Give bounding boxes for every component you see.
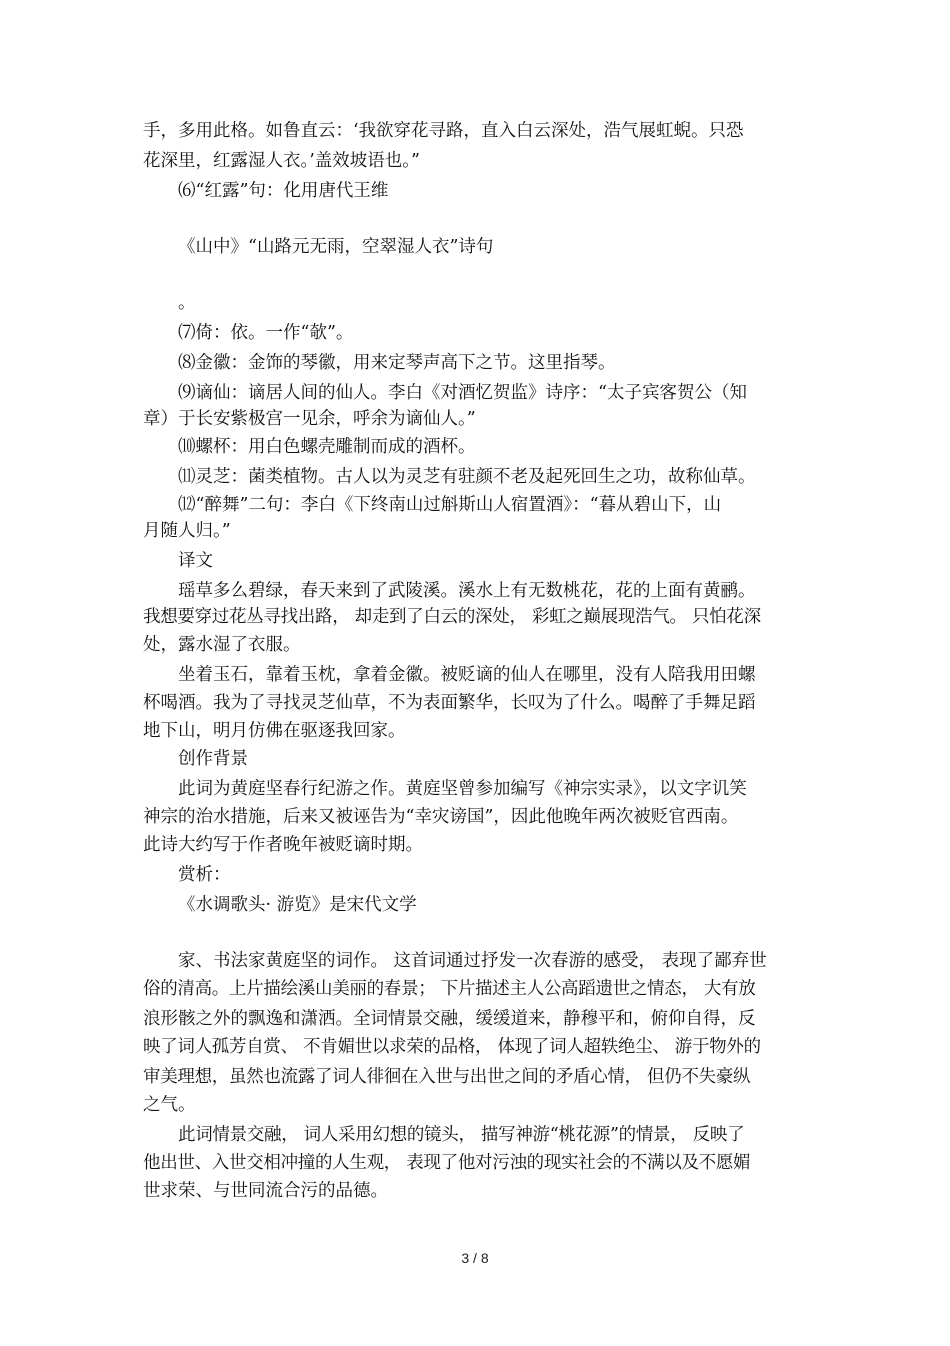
text-line: 此词为黄庭坚春行纪游之作。黄庭坚曾参加编写《神宗实录》，以文字讥笑 <box>178 779 747 799</box>
text-line: 他出世、入世交相冲撞的人生观， 表现了他对污浊的现实社会的不满以及不愿媚 <box>143 1153 751 1173</box>
text-line: 此诗大约写于作者晚年被贬谪时期。 <box>143 835 423 855</box>
text-line: 坐着玉石，靠着玉枕，拿着金徽。被贬谪的仙人在哪里，没有人陪我用田螺 <box>178 665 756 685</box>
text-line: 花深里，红露湿人衣。’盖效坡语也。” <box>143 151 421 171</box>
text-line: 月随人归。” <box>143 521 231 541</box>
text-line: ⑹“红露”句：化用唐代王维 <box>178 181 389 201</box>
section-heading: 创作背景 <box>178 749 248 769</box>
text-line: 我想要穿过花丛寻找出路， 却走到了白云的深处， 彩虹之巅展现浩气。 只怕花深 <box>143 607 761 627</box>
text-line: ⑿“醉舞”二句：李白《下终南山过斛斯山人宿置酒》：“暮从碧山下，山 <box>178 495 722 515</box>
text-line: 神宗的治水措施，后来又被诬告为“幸灾谤国”，因此他晚年两次被贬官西南。 <box>143 807 739 827</box>
text-line: 瑶草多么碧绿，春天来到了武陵溪。溪水上有无数桃花，花的上面有黄鹂。 <box>178 581 756 601</box>
text-line: ⑻金徽：金饰的琴徽，用来定琴声高下之节。这里指琴。 <box>178 353 616 373</box>
text-line: 。 <box>178 293 196 313</box>
text-line: 手，多用此格。如鲁直云：‘我欲穿花寻路，直入白云深处，浩气展虹蜺。只恐 <box>143 121 744 141</box>
text-line: 世求荣、与世同流合污的品德。 <box>143 1181 388 1201</box>
text-line: 之气。 <box>143 1095 196 1115</box>
section-heading: 译文 <box>178 551 213 571</box>
text-line: 映了词人孤芳自赏、 不肯媚世以求荣的品格， 体现了词人超轶绝尘、 游于物外的 <box>143 1037 761 1057</box>
section-heading: 赏析： <box>178 865 231 885</box>
text-line: ⑾灵芝：菌类植物。古人以为灵芝有驻颜不老及起死回生之功，故称仙草。 <box>178 467 756 487</box>
page-number: 3 / 8 <box>461 1250 489 1266</box>
text-line: 浪形骸之外的飘逸和潇洒。全词情景交融，缓缓道来，静穆平和，俯仰自得，反 <box>143 1009 756 1029</box>
text-line: 《山中》“山路元无雨，空翠湿人衣”诗句 <box>178 237 494 257</box>
text-line: 章）于长安紫极宫一见余，呼余为谪仙人。” <box>143 409 476 429</box>
text-line: ⑺倚：依。一作“欹”。 <box>178 323 354 343</box>
text-line: 家、书法家黄庭坚的词作。 这首词通过抒发一次春游的感受， 表现了鄙弃世 <box>178 951 767 971</box>
text-line: 地下山，明月仿佛在驱逐我回家。 <box>143 721 406 741</box>
text-line: ⑽螺杯：用白色螺壳雕制而成的酒杯。 <box>178 437 476 457</box>
text-line: 此词情景交融， 词人采用幻想的镜头， 描写神游“桃花源”的情景， 反映了 <box>178 1125 745 1145</box>
text-line: 审美理想，虽然也流露了词人徘徊在入世与出世之间的矛盾心情， 但仍不失豪纵 <box>143 1067 751 1087</box>
text-line: 处，露水湿了衣服。 <box>143 635 301 655</box>
text-line: 杯喝酒。我为了寻找灵芝仙草，不为表面繁华，长叹为了什么。喝醉了手舞足蹈 <box>143 693 756 713</box>
text-line: 俗的清高。上片描绘溪山美丽的春景； 下片描述主人公高蹈遗世之情态， 大有放 <box>143 979 756 999</box>
text-line: 《水调歌头· 游览》是宋代文学 <box>178 895 417 915</box>
text-line: ⑼谪仙：谪居人间的仙人。李白《对酒忆贺监》诗序：“太子宾客贺公（知 <box>178 383 747 403</box>
